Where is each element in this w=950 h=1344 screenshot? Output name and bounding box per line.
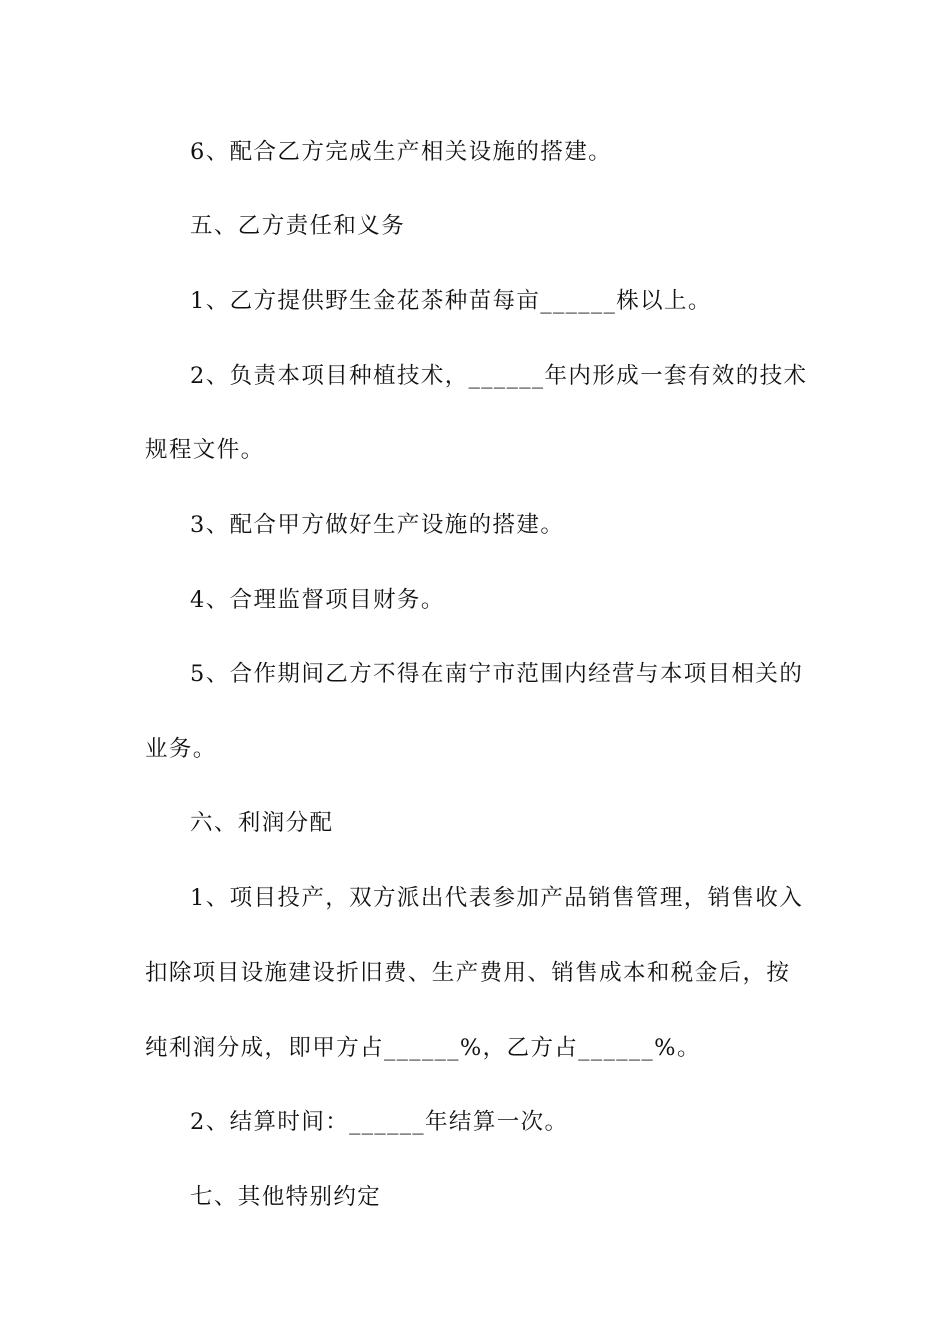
- section-heading: 七、其他特别约定: [190, 1184, 382, 1210]
- paragraph-line: 业务。: [145, 736, 217, 762]
- paragraph-line: 1、乙方提供野生金花茶种苗每亩______株以上。: [190, 288, 712, 314]
- paragraph-line: 1、项目投产，双方派出代表参加产品销售管理，销售收入: [190, 885, 804, 911]
- section-heading: 五、乙方责任和义务: [190, 213, 406, 239]
- paragraph-line: 2、结算时间：______年结算一次。: [190, 1109, 569, 1135]
- paragraph-line: 3、配合甲方做好生产设施的搭建。: [190, 512, 565, 538]
- paragraph-line: 扣除项目设施建设折旧费、生产费用、销售成本和税金后，按: [145, 960, 791, 986]
- paragraph-line: 5、合作期间乙方不得在南宁市范围内经营与本项目相关的: [190, 661, 804, 687]
- section-heading: 六、利润分配: [190, 810, 334, 836]
- paragraph-line: 4、合理监督项目财务。: [190, 587, 445, 613]
- paragraph-line: 规程文件。: [145, 437, 265, 463]
- paragraph-line: 2、负责本项目种植技术，______年内形成一套有效的技术: [190, 363, 808, 389]
- paragraph-line: 6、配合乙方完成生产相关设施的搭建。: [190, 139, 613, 165]
- paragraph-line: 纯利润分成，即甲方占______%，乙方占______%。: [145, 1035, 701, 1061]
